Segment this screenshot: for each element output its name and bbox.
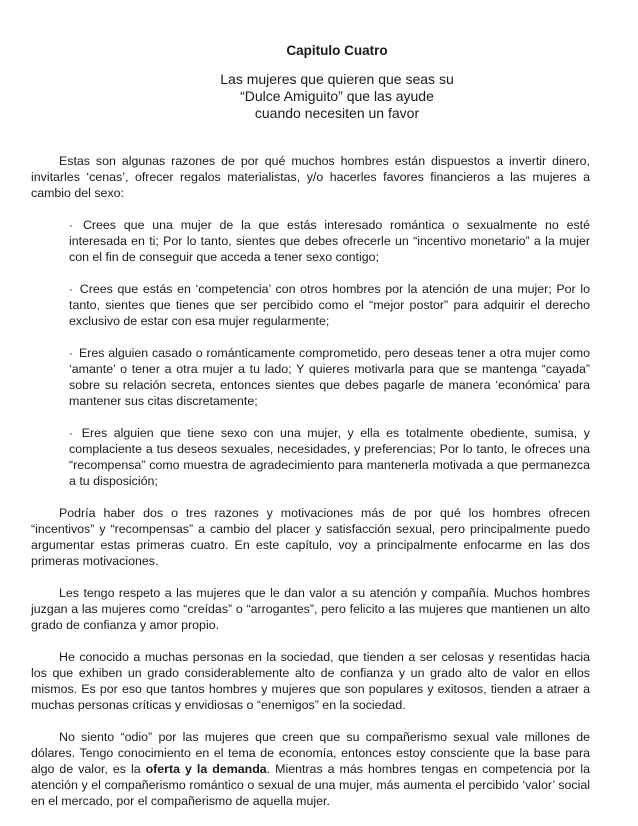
paragraph-economy-bold: oferta y la demanda: [145, 762, 267, 776]
paragraph-respect: Les tengo respeto a las mujeres que le dan valor a su atención y compañía. Muchos hombres juzgan a las mujeres como “creídas” o “arrogantes”, pero felicito a las mujeres que mantienen un alto grado de confianza y amor propio.: [31, 586, 590, 632]
chapter-title: Capitulo Cuatro: [286, 43, 388, 58]
paragraph-economy-part-1: No siento “odio” por las mujeres que creen que su compañerismo sexual vale millones de dólares. Tengo conocimiento en el tema de economía, entonces estoy consciente que la base para algo de valor, es la: [31, 730, 590, 776]
bullet-item-4: [31, 425, 590, 489]
bullet-marker: ·: [69, 346, 74, 360]
paragraph-society: He conocido a muchas personas en la sociedad, que tienden a ser celosas y resentidas hacia los que exhiben un grado considerablemente alto de confianza y un grado alto de valor en ellos mismos. Es por eso que tantos hombres y mujeres que son populares y exitosos, tienden a atraer a muchas personas críticas y envidiosas o “enemigos” en la sociedad.: [31, 650, 590, 712]
bullet-item-3: [31, 345, 590, 409]
bullet-text: Crees que una mujer de la que estás interesado romántica o sexualmente no esté interesada en ti; Por lo tanto, sientes que debes ofrecerle un “incentivo monetario” a la mujer con el fin de conseguir que acceda a tener sexo contigo;: [69, 218, 590, 264]
subtitle-line-2: “Dulce Amiguito” que las ayude: [240, 88, 434, 104]
subtitle-line-1: Las mujeres que quieren que seas su: [220, 71, 454, 87]
paragraph-economy-part-2: . Mientras a más hombres tengas en competencia por la atención y el compañerismo romántico o sexual de una mujer, más aumenta el percibido ‘valor’ social en el mercado, por el compañerismo de aquella mujer.: [31, 762, 590, 808]
bullet-text: Eres alguien que tiene sexo con una mujer, y ella es totalmente obediente, sumisa, y complaciente a tus deseos sexuales, necesidades, y preferencias; Por lo tanto, le ofreces una “recompensa” como muestra de agradecimiento para mantenerla motivada a que permanezca a tu disposición;: [69, 426, 590, 488]
subtitle-line-3: cuando necesiten un favor: [254, 105, 420, 121]
chapter-subtitle: [0, 71, 638, 122]
bullet-text: Crees que estás en ‘competencia’ con otros hombres por la atención de una mujer; Por lo tanto, sientes que tienes que ser percibido como el “mejor postor” para adquirir el derecho exclusivo de estar con esa mujer regularmente;: [69, 282, 590, 328]
body-text: [31, 153, 590, 825]
paragraph-motivations: Podría haber dos o tres razones y motivaciones más de por qué los hombres ofrecen “incentivos” y “recompensas” a cambio del placer y satisfacción sexual, pero principalmente puedo argumentar estas primeras cuatro. En este capítulo, voy a principalmente enfocarme en las dos primeras motivaciones.: [31, 506, 590, 568]
bullet-marker: ·: [69, 282, 74, 296]
bullet-item-2: [31, 281, 590, 329]
bullet-item-1: [31, 217, 590, 265]
paragraph-intro: Estas son algunas razones de por qué muchos hombres están dispuestos a invertir dinero, invitarles ‘cenas’, ofrecer regalos materialistas, y/o hacerles favores financieros a las mujeres a cambio del sexo:: [31, 154, 590, 200]
bullet-text: Eres alguien casado o románticamente comprometido, pero deseas tener a otra mujer como ‘amante’ o tener a otra mujer a tu lado; Y quieres motivarla para que se mantenga “cayada” sobre su relación secreta, entonces sientes que debes pagarle de manera ‘económica’ para mantener sus citas discretamente;: [69, 346, 590, 408]
bullet-marker: ·: [69, 426, 74, 440]
bullet-marker: ·: [69, 218, 74, 232]
paragraph-economy: [31, 729, 590, 809]
